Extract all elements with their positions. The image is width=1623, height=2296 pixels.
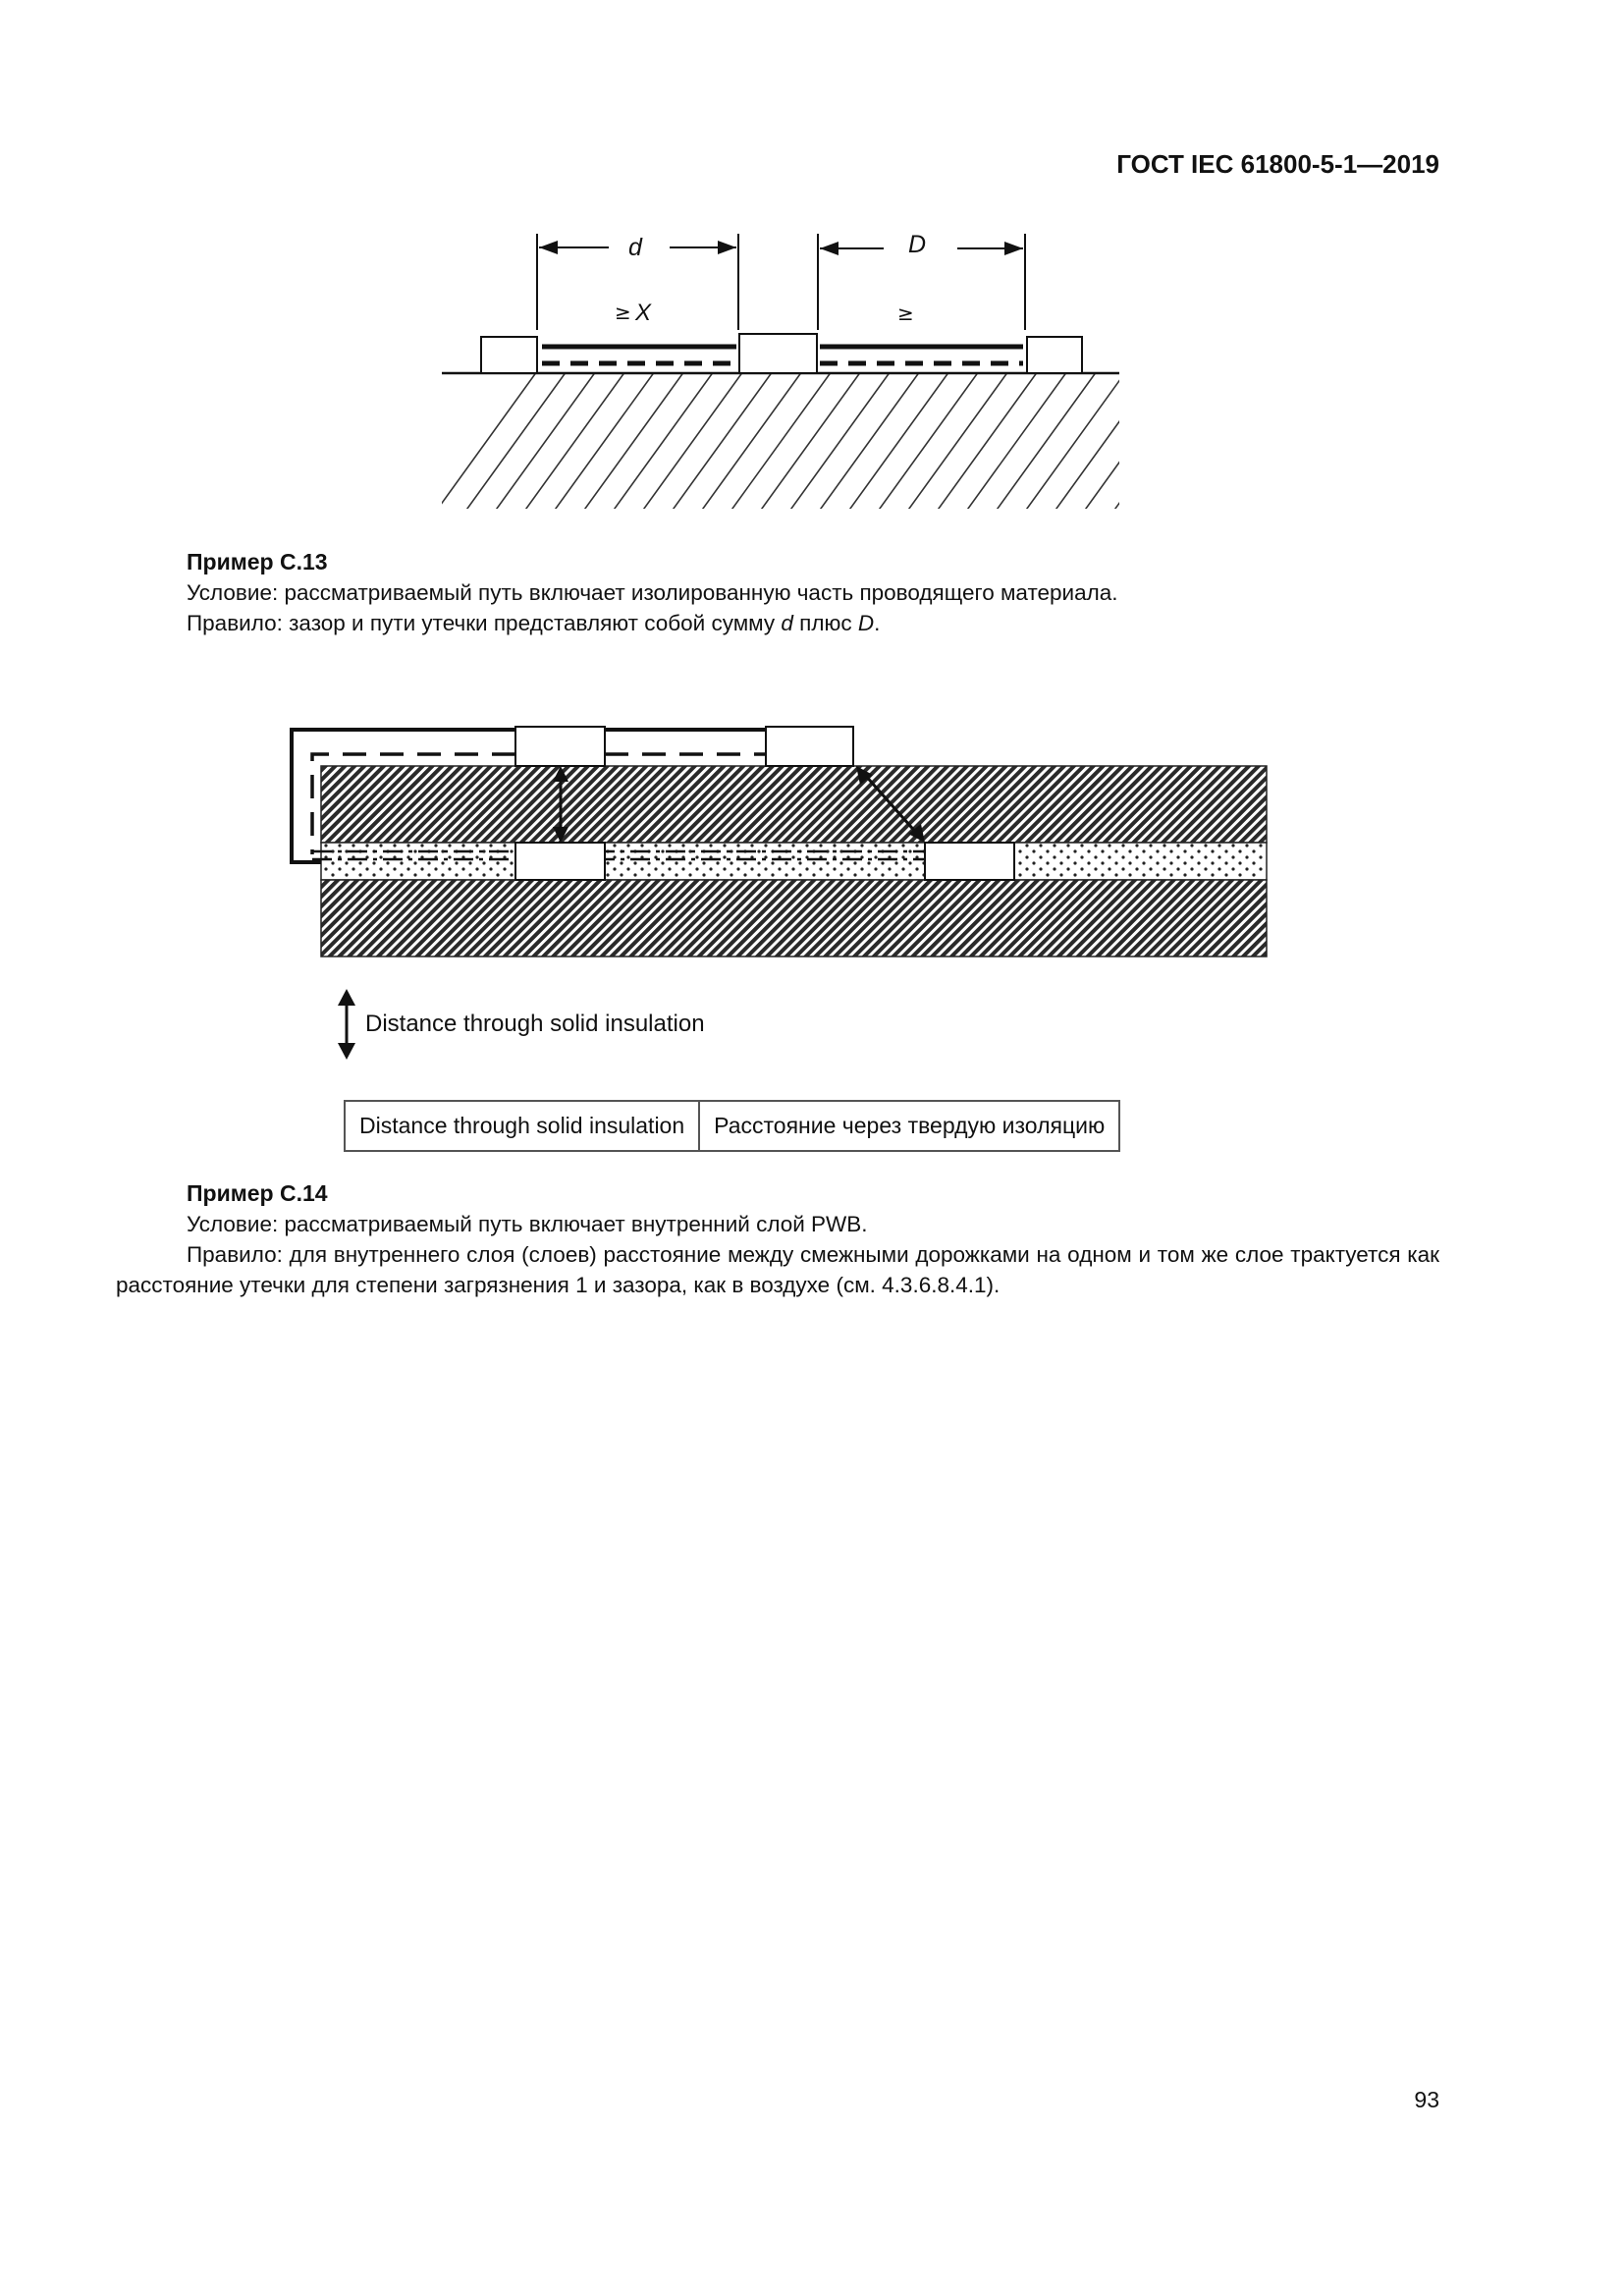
table-cell-russian: Расстояние через твердую изоляцию — [699, 1101, 1119, 1151]
rule-var-d: d — [781, 611, 793, 635]
example-c13-condition: Условие: рассматриваемый путь включает изолированную часть проводящего материала. — [187, 580, 1118, 605]
example-c13-title: Пример C.13 — [187, 549, 328, 574]
top-conductor-2 — [766, 727, 853, 766]
lower-insulation-layer — [321, 880, 1267, 957]
example-c13-rule — [187, 608, 880, 638]
page-number: 93 — [1414, 2087, 1439, 2112]
dotted-layer — [321, 843, 1267, 880]
inner-conductor-2 — [925, 843, 1014, 880]
legend-label: Distance through solid insulation — [365, 1011, 705, 1037]
conductor-left — [481, 337, 537, 373]
figure-c13 — [422, 221, 1129, 516]
table-row — [345, 1101, 1119, 1151]
label-ge-x-var: X — [635, 300, 652, 326]
table-cell-english: Distance through solid insulation — [345, 1101, 699, 1151]
figure-c14 — [275, 712, 1286, 1075]
label-ge-x-symbol: ≥ — [615, 301, 631, 324]
example-c14-title: Пример C.14 — [187, 1180, 328, 1206]
ground-hatching — [422, 354, 1129, 516]
rule-suffix: . — [874, 611, 881, 635]
rule-prefix: Правило: зазор и пути утечки представляют собой сумму — [187, 611, 782, 635]
example-c14-condition: Условие: рассматриваемый путь включает внутренний слой PWB. — [187, 1212, 868, 1236]
translation-table — [344, 1100, 1120, 1152]
label-d: d — [628, 234, 642, 261]
example-c14-rule: Правило: для внутреннего слоя (слоев) расстояние между смежными дорожками на одном и том же слое трактуется как расстояние утечки для степени загрязнения 1 и зазора, как в воздухе (см. 4.3.6.8.4.1). — [116, 1242, 1439, 1297]
inner-conductor-1 — [515, 843, 605, 880]
label-ge: ≥ — [897, 301, 914, 325]
rule-mid: плюс — [792, 611, 858, 635]
rule-var-D: D — [857, 611, 875, 635]
conductor-right — [1027, 337, 1082, 373]
label-D: D — [908, 231, 927, 258]
conductor-middle — [739, 334, 817, 373]
standard-header: ГОСТ IEC 61800-5-1—2019 — [1116, 149, 1439, 179]
upper-insulation-layer — [321, 766, 1267, 843]
top-conductor-1 — [515, 727, 605, 766]
